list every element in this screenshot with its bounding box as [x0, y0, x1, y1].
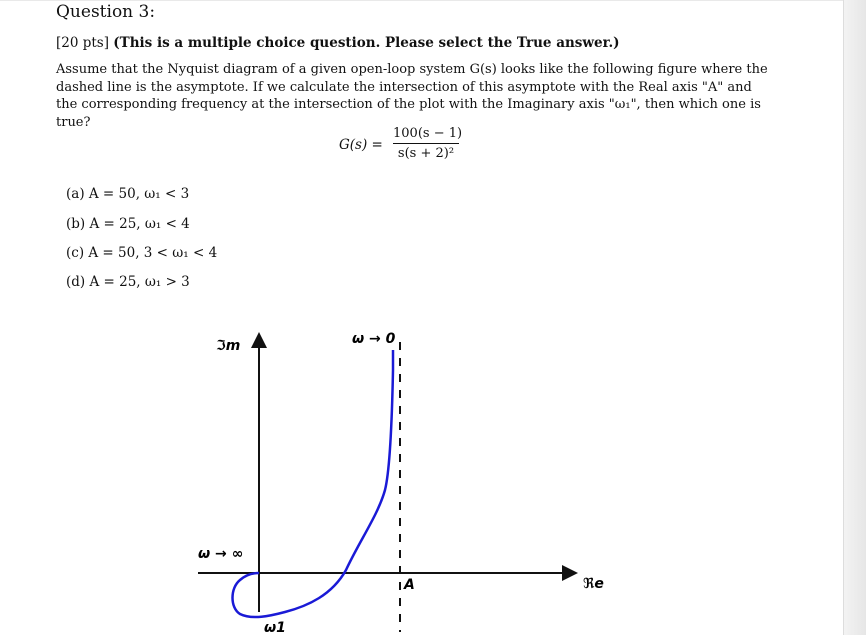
nyquist-curve: [233, 350, 394, 617]
omega-zero-label: ω → 0: [352, 331, 396, 347]
real-axis-label: ℜe: [583, 576, 604, 592]
formula-lhs: G(s) =: [339, 137, 383, 153]
instruction-text: (This is a multiple choice question. Please select the True answer.): [113, 35, 620, 51]
question-title: Question 3:: [56, 2, 156, 22]
option-d[interactable]: (d) A = 25, ω₁ > 3: [66, 274, 190, 290]
omega-infinity-label: ω → ∞: [198, 546, 244, 562]
imaginary-axis-label: ℑm: [216, 338, 241, 354]
scroll-frame: [843, 0, 866, 635]
points-label: [20 pts]: [56, 35, 109, 51]
paragraph-line: the corresponding frequency at the intersection of the plot with the Imaginary axis "ω₁", then which one is: [56, 97, 761, 112]
omega-one-label: ω1: [264, 620, 286, 635]
option-a[interactable]: (a) A = 50, ω₁ < 3: [66, 186, 190, 202]
paragraph-line: dashed line is the asymptote. If we calculate the intersection of this asymptote with the Real axis "A" and: [56, 79, 752, 95]
option-c[interactable]: (c) A = 50, 3 < ω₁ < 4: [66, 245, 218, 261]
formula-numerator: 100(s − 1): [393, 126, 463, 141]
paragraph-line: Assume that the Nyquist diagram of a given open-loop system G(s) looks like the following figure where the: [56, 62, 768, 77]
asymptote-A-label: A: [404, 577, 415, 593]
option-b[interactable]: (b) A = 25, ω₁ < 4: [66, 216, 190, 232]
paragraph-line: true?: [56, 114, 91, 130]
formula-denominator: s(s + 2)²: [397, 146, 455, 161]
